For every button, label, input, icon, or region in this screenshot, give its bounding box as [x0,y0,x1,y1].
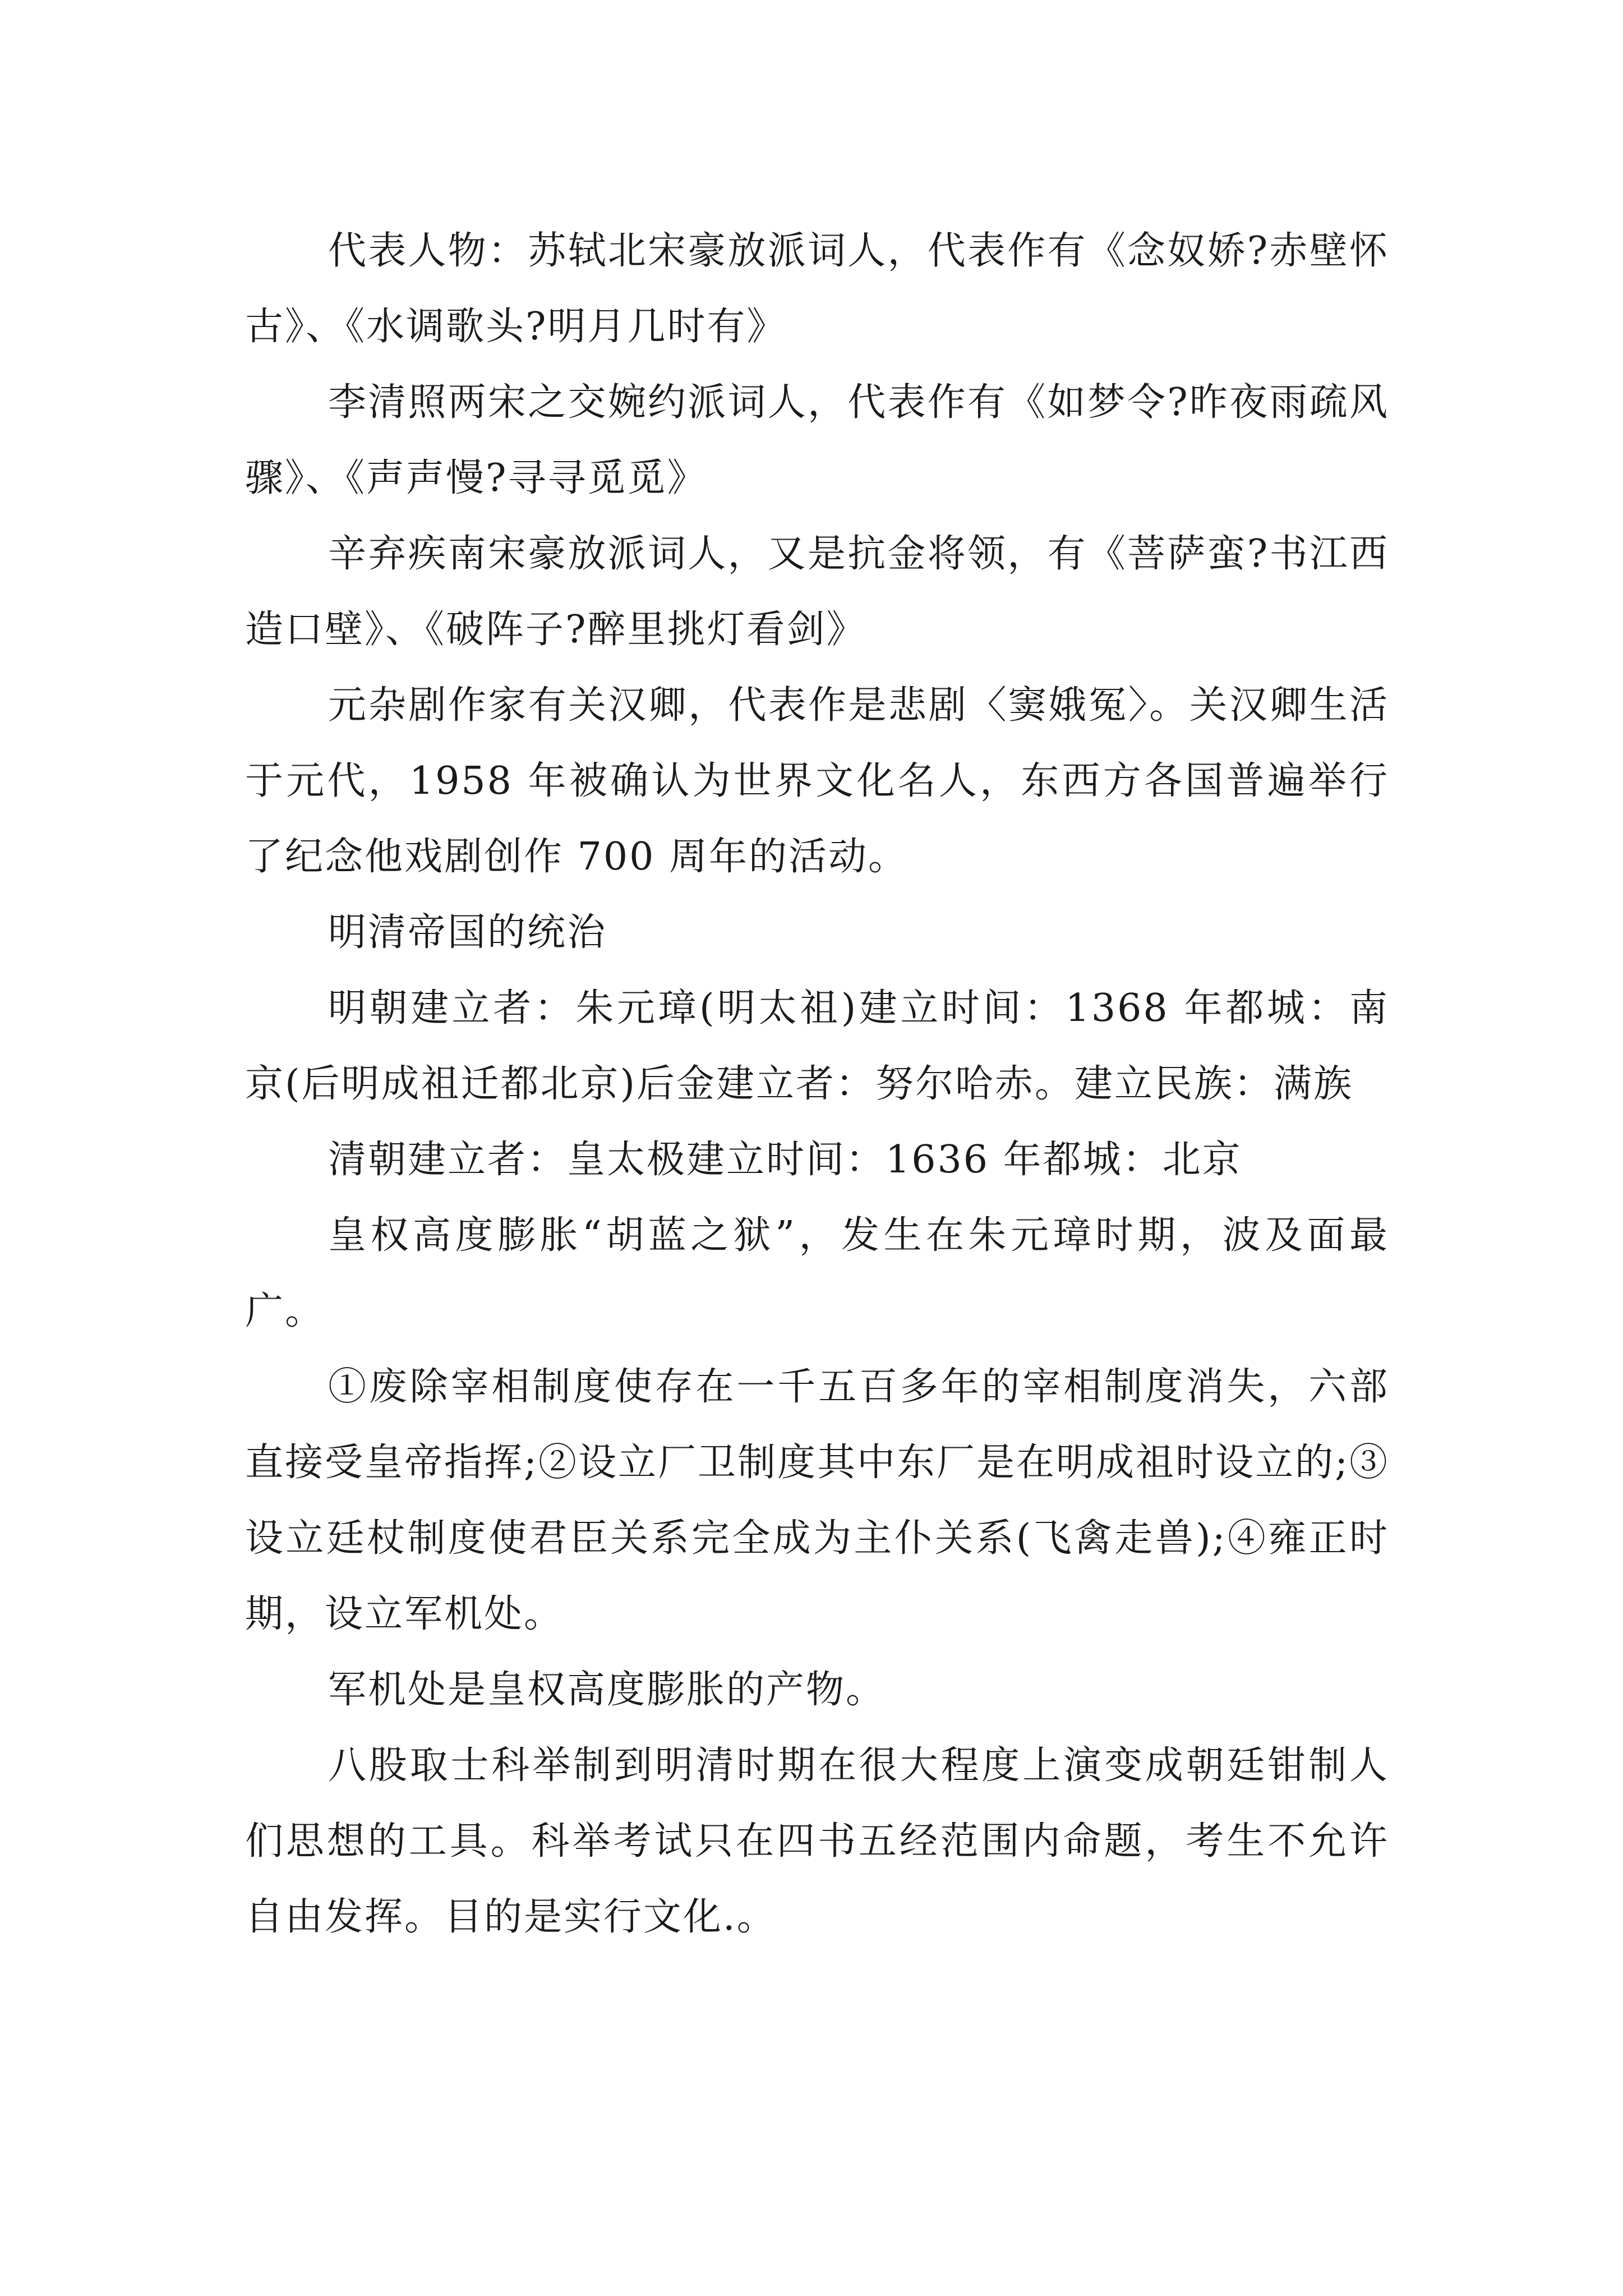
paragraph-imperial-power: 皇权高度膨胀“胡蓝之狱”，发生在朱元璋时期，波及面最广。 [245,1213,1389,1333]
paragraph-guan-hanqing: 元杂剧作家有关汉卿，代表作是悲剧〈窦娥冤〉。关汉卿生活于元代，1958 年被确认为世界文化名人，东西方各国普遍举行了纪念他戏剧创作 700 周年的活动。 [245,683,1389,879]
paragraph-li-qingzhao: 李清照两宋之交婉约派词人，代表作有《如梦令?昨夜雨疏风骤》、《声声慢?寻寻觅觅》 [245,380,1389,500]
paragraph-qing-dynasty: 清朝建立者：皇太极建立时间：1636 年都城：北京 [328,1138,1242,1182]
document-body [245,213,1389,1955]
section-heading-ming-qing: 明清帝国的统治 [328,910,607,955]
paragraph-measures-list: ①废除宰相制度使存在一千五百多年的宰相制度消失，六部直接受皇帝指挥;②设立厂卫制度其中东厂是在明成祖时设立的;③设立廷杖制度使君臣关系完全成为主仆关系(飞禽走兽);④雍正时期，设立军机处。 [245,1365,1389,1636]
paragraph-xin-qiji: 辛弃疾南宋豪放派词人，又是抗金将领，有《菩萨蛮?书江西造口壁》、《破阵子?醉里挑灯看剑》 [245,532,1389,652]
paragraph-eight-legged-essay: 八股取士科举制到明清时期在很大程度上演变成朝廷钳制人们思想的工具。科举考试只在四书五经范围内命题，考生不允许自由发挥。目的是实行文化.。 [245,1743,1389,1939]
paragraph-grand-council: 军机处是皇权高度膨胀的产物。 [328,1668,886,1712]
paragraph-ming-dynasty: 明朝建立者：朱元璋(明太祖)建立时间：1368 年都城：南京(后明成祖迁都北京)后金建立者：努尔哈赤。建立民族：满族 [245,986,1389,1106]
paragraph-su-shi: 代表人物：苏轼北宋豪放派词人，代表作有《念奴娇?赤壁怀古》、《水调歌头?明月几时有》 [245,229,1389,349]
